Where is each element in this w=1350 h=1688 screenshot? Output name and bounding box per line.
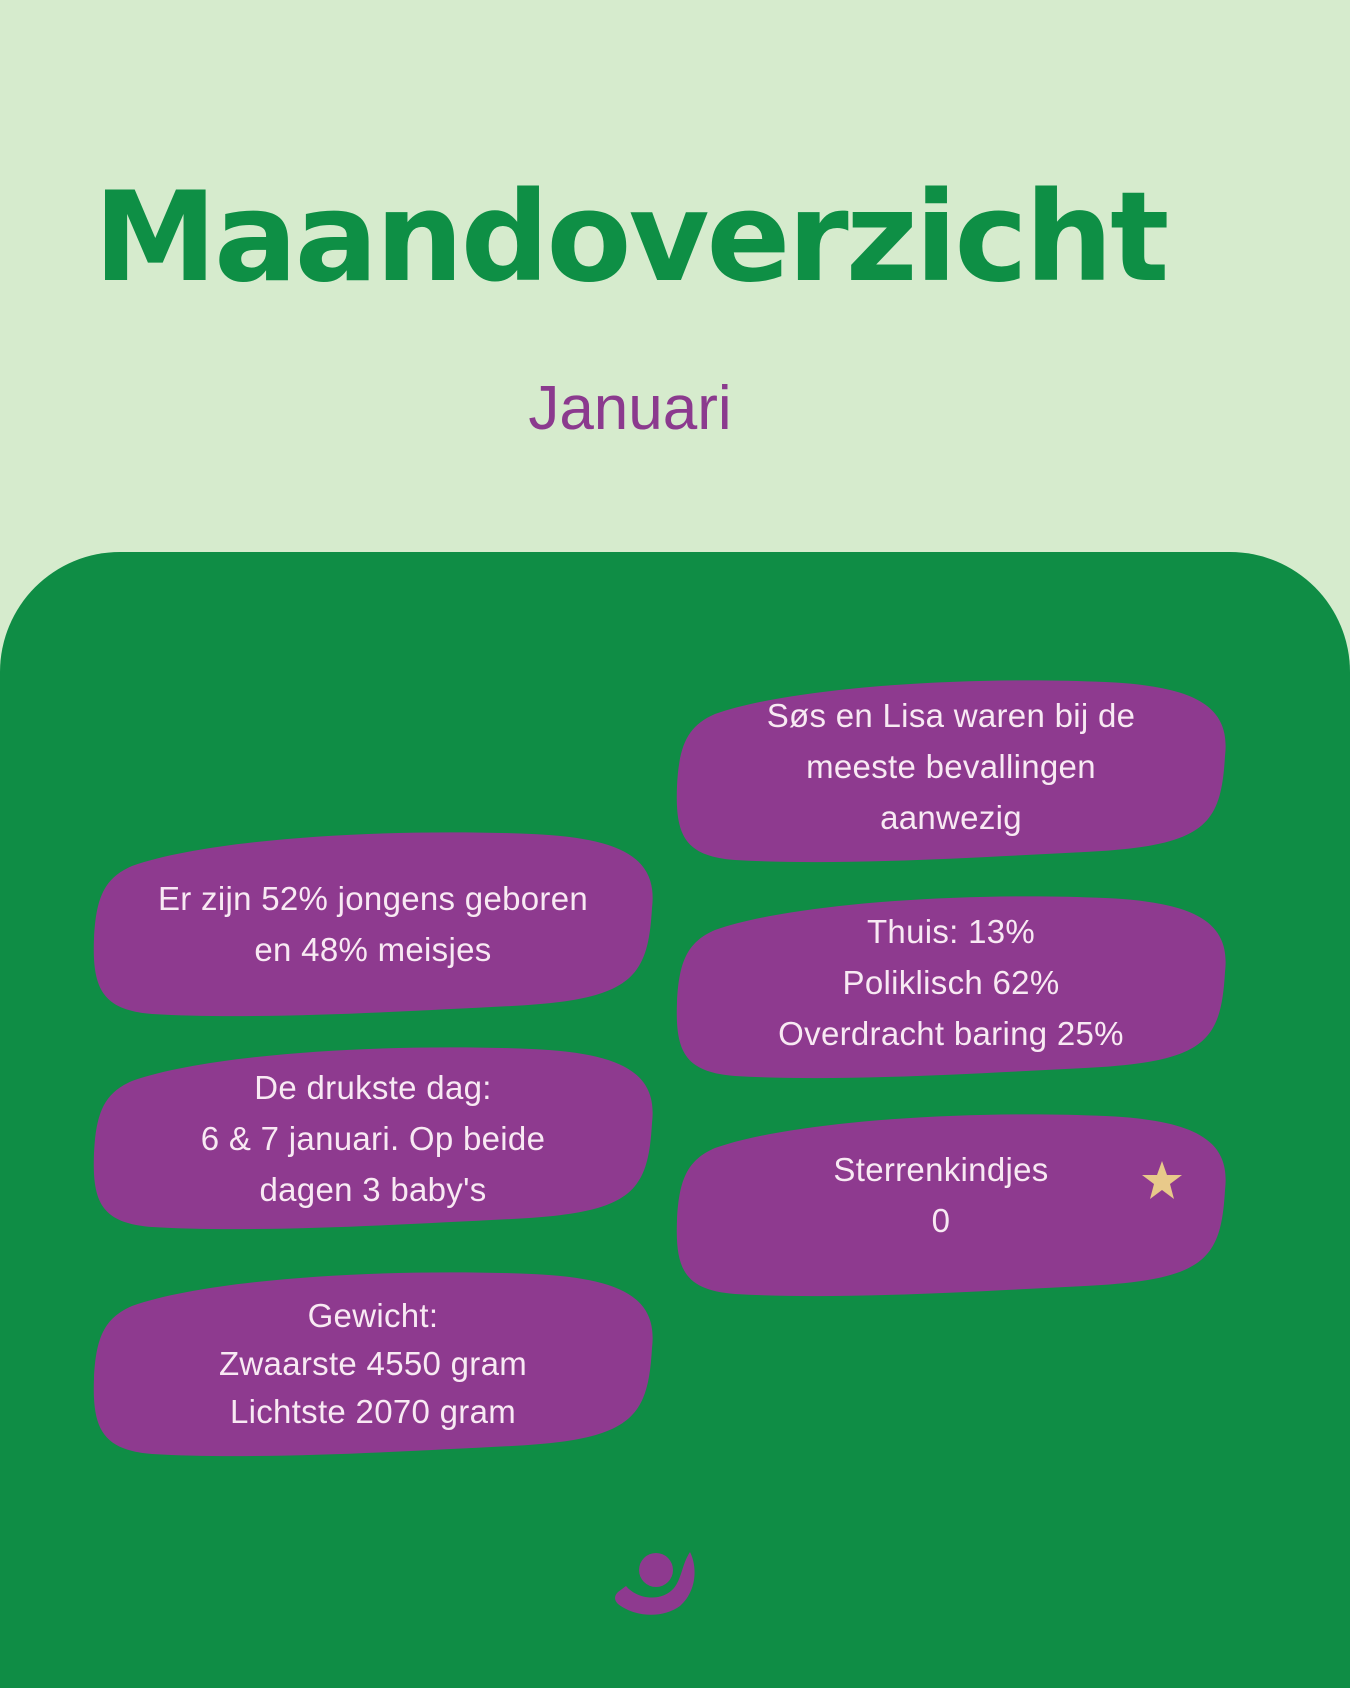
- stat-text: Gewicht: Zwaarste 4550 gram Lichtste 2070 gram: [218, 1297, 528, 1430]
- stat-card-star-children: [675, 1110, 1227, 1300]
- stat-text: Thuis: 13% Poliklisch 62% Overdracht baring 25%: [778, 912, 1124, 1052]
- baby-in-arms-logo-icon: [612, 1548, 702, 1618]
- stat-card-gender-ratio: [92, 828, 654, 1020]
- stat-text: Søs en Lisa waren bij de meeste bevallingen aanwezig: [766, 696, 1136, 836]
- stat-card-birth-location: [675, 892, 1227, 1082]
- star-icon: [1141, 1160, 1183, 1200]
- page-title: Maandoverzicht: [93, 166, 1167, 310]
- stat-text: Er zijn 52% jongens geboren en 48% meisjes: [157, 880, 589, 968]
- stat-card-busiest-day: [92, 1043, 654, 1233]
- stat-text: Sterrenkindjes 0: [833, 1151, 1049, 1239]
- stat-text: De drukste dag: 6 & 7 januari. Op beide dagen 3 baby's: [200, 1068, 546, 1208]
- stat-card-weight: [92, 1268, 654, 1460]
- month-subtitle: Januari: [528, 374, 732, 443]
- stat-card-midwives: [675, 676, 1227, 866]
